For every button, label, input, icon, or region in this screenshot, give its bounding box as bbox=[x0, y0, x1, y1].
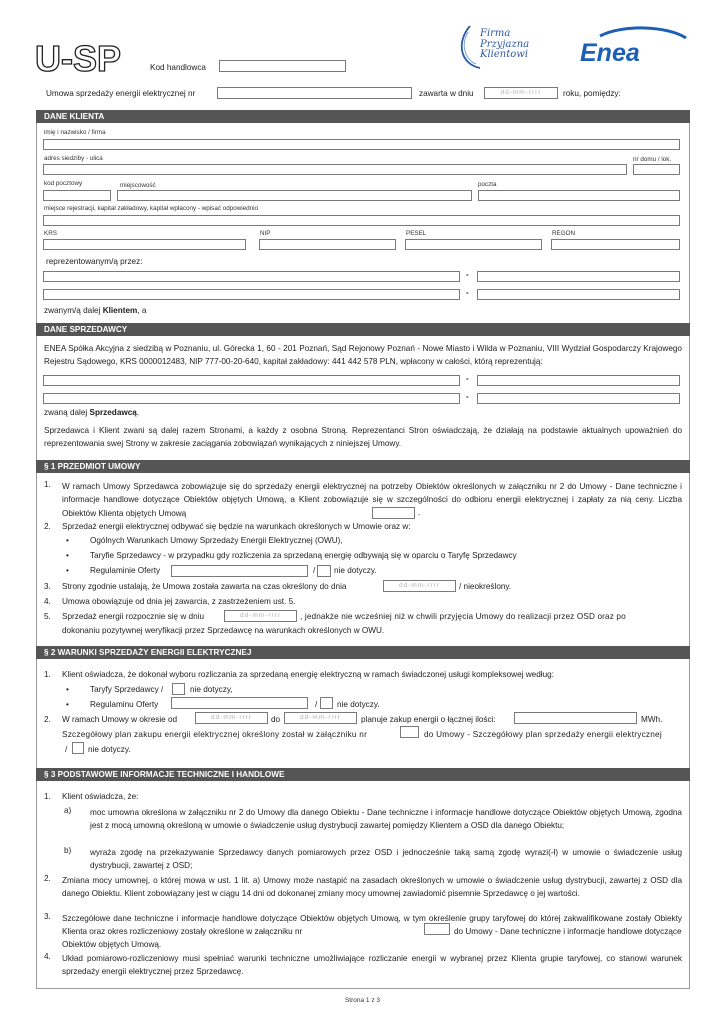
s3-p3-num: 3. bbox=[44, 912, 51, 921]
s1-p4-text: Umowa obowiązuje od dnia jej zawarcia, z zastrzeżeniem ust. 5. bbox=[62, 597, 296, 606]
s2-do-label: do bbox=[271, 715, 281, 724]
kod-handlowca-label: Kod handlowca bbox=[150, 63, 206, 72]
usp-logo bbox=[35, 38, 135, 78]
s2-szczeg1: Szczegółowy plan zakupu energii elektrycznej określony został w załączniku nr bbox=[62, 730, 368, 739]
zwanym-post: , a bbox=[137, 306, 147, 315]
s2-b2-slash: / bbox=[315, 700, 318, 709]
adres-label: adres siedziby - ulica bbox=[44, 155, 103, 162]
enea-arc-icon bbox=[600, 28, 686, 38]
s1-b2-bullet: • bbox=[66, 551, 69, 560]
poczta-label: poczta bbox=[478, 181, 497, 188]
s3-p3-text1: Szczegółowe dane techniczne i informacje handlowe dotyczące Obiektów objętych Umową, w tym określenie grupy taryfowej do której zakwalifikowane zostały Obiekty Klienta oraz okres rozliczeniowy zostały określone w załączniku nr bbox=[62, 914, 682, 937]
s2-p1-text: Klient oświadcza, że dokonał wyboru rozliczania za sprzedaną energię elektryczną w ramach świadczonej usługi kompleksowej według: bbox=[62, 670, 554, 679]
zawarta-label: zawarta w dniu bbox=[419, 89, 474, 98]
zwanym-pre: zwanym/ą dalej bbox=[44, 306, 103, 315]
umowa-nr-input[interactable] bbox=[217, 87, 412, 99]
zwana-pre: zwaną dalej bbox=[44, 408, 90, 417]
krs-input[interactable] bbox=[43, 239, 246, 250]
s3-p1-num: 1. bbox=[44, 792, 51, 801]
roku-label: roku, pomiędzy: bbox=[563, 89, 621, 98]
section-dane-sprzedawcy: DANE SPRZEDAWCY bbox=[36, 323, 690, 336]
s2-b1-bullet: • bbox=[66, 685, 69, 694]
zwana-post: . bbox=[136, 408, 140, 417]
klient-rep1-role-input[interactable] bbox=[477, 271, 680, 282]
s2-p2-num: 2. bbox=[44, 715, 51, 724]
s1-b1-bullet: • bbox=[66, 536, 69, 545]
s1-p5-text2: , jednakże nie wcześniej niż w chwili przyjęcia Umowy do realizacji przez OSD oraz po bbox=[300, 612, 626, 621]
s3-b-text: wyraża zgodę na przekazywanie Sprzedawcy danych pomiarowych przez OSD i jednocześnie taką samą zgodę wyrazi(-ł) w umowie o świadczenie usług dystrybucji, zawartej z OSD; bbox=[90, 848, 682, 871]
s2-szczeg4: nie dotyczy. bbox=[88, 745, 131, 754]
s2-b2-bullet: • bbox=[66, 700, 69, 709]
s1-p5-text3: dokonaniu pozytywnej weryfikacji przez Sprzedawcę na warunkach określonych w OWU. bbox=[62, 626, 385, 635]
s3-a-label: a) bbox=[64, 806, 72, 815]
s2-okres-od-input[interactable]: dd-mm-rrrr bbox=[195, 712, 268, 724]
s1-nie-dotyczy-checkbox[interactable] bbox=[317, 565, 331, 577]
krs-label: KRS bbox=[44, 230, 57, 237]
s1-p5-num: 5. bbox=[44, 612, 51, 621]
section-s3: § 3 PODSTAWOWE INFORMACJE TECHNICZNE I HANDLOWE bbox=[36, 768, 690, 781]
s1-nie-dotyczy-text: nie dotyczy. bbox=[334, 566, 377, 575]
s1-p1-end: . bbox=[418, 508, 421, 517]
pesel-label: PESEL bbox=[406, 230, 427, 237]
klient-rep2-name-input[interactable] bbox=[43, 289, 460, 300]
s2-ilosc-input[interactable] bbox=[514, 712, 637, 724]
reprezentowanym-label: reprezentowanym/ą przez: bbox=[46, 257, 143, 266]
imie-input[interactable] bbox=[43, 139, 680, 150]
sprzedawca-rep1-name-input[interactable] bbox=[43, 375, 460, 386]
firma-line1: Firma bbox=[480, 28, 511, 39]
s1-b1-text: Ogólnych Warunkach Umowy Sprzedaży Energii Elektrycznej (OWU), bbox=[90, 536, 343, 545]
s1-p1-num: 1. bbox=[44, 480, 51, 489]
s2-taryfa-checkbox[interactable] bbox=[172, 683, 185, 695]
kod-pocztowy-input[interactable] bbox=[43, 190, 111, 201]
umowa-nr-label: Umowa sprzedaży energii elektrycznej nr bbox=[46, 89, 196, 98]
s2-okres-do-input[interactable]: dd-mm-rrrr bbox=[284, 712, 357, 724]
s2-nie-dotyczy2: nie dotyczy. bbox=[337, 700, 380, 709]
liczba-obiektow-input[interactable] bbox=[372, 507, 415, 519]
s1-rozpoczecie-date-input[interactable]: dd-mm-rrrr bbox=[224, 610, 297, 622]
kod-handlowca-input[interactable] bbox=[219, 60, 346, 72]
s3-a-text: moc umowna określona w załączniku nr 2 do Umowy dla danego Obiektu - Dane techniczne i informacje handlowe dotyczące Obiektów objętych Umową, zgodna jest z mocą umowną określoną w umowie o świadczenie usług dystrybucji zawartej pomiędzy Klientem a OSD dla danego Obiektu; bbox=[90, 808, 682, 831]
adres-input[interactable] bbox=[43, 164, 627, 175]
s2-nie-dotyczy1: nie dotyczy, bbox=[190, 685, 233, 694]
s3-p2-text: Zmiana mocy umownej, o której mowa w ust. 1 lit. a) Umowy może nastąpić na zasadach określonych w umowie o świadczenie usług dystrybucji, zawartej z OSD dla danego Obiektu. Klient zobowiązany jest w ciągu 14 dni od dokonanej zmiany mocy umownej zawiadomić pisemnie Sprzedawcę o jej wartości. bbox=[62, 876, 682, 899]
s2-b1-text: Taryfy Sprzedawcy / bbox=[90, 685, 164, 694]
klient-rep2-dash: - bbox=[466, 288, 469, 297]
s1-b2-text: Taryfie Sprzedawcy - w przypadku gdy rozliczenia za sprzedaną energię odbywają się w oparciu o Taryfę Sprzedawcy bbox=[90, 551, 517, 560]
strony-text: Sprzedawca i Klient zwani są dalej razem Stronami, a każdy z osobna Stroną. Reprezentanci Stron oświadczają, że działają na podstawie aktualnych upoważnień do reprezentowania swej Strony w zakresie zaciągania zobowiązań wynikających z niniejszej Umowy. bbox=[44, 426, 682, 448]
enea-logo bbox=[578, 26, 693, 66]
s1-okres-date-input[interactable]: dd-mm-rrrr bbox=[383, 580, 456, 592]
s1-p3-text: Strony zgodnie ustalają, że Umowa została zawarta na czas określony do dnia bbox=[62, 582, 347, 591]
enea-brand-text: Enea bbox=[580, 39, 640, 66]
s2-p1-num: 1. bbox=[44, 670, 51, 679]
section-s2: § 2 WARUNKI SPRZEDAŻY ENERGII ELEKTRYCZNEJ bbox=[36, 646, 690, 659]
nip-input[interactable] bbox=[259, 239, 396, 250]
s2-b2-text: Regulaminu Oferty bbox=[90, 700, 159, 709]
s2-szczeg3: / bbox=[65, 745, 68, 754]
usp-logo-text: U-SP bbox=[35, 38, 122, 78]
s2-p2-text: W ramach Umowy w okresie od bbox=[62, 715, 178, 724]
zwanym-bold: Klientem bbox=[102, 306, 138, 315]
s2-plan-nie-dotyczy-checkbox[interactable] bbox=[72, 742, 84, 754]
sprzedawca-text: ENEA Spółka Akcyjna z siedzibą w Poznaniu, ul. Górecka 1, 60 - 201 Poznań, Sąd Rejonowy Poznań - Nowe Miasto i Wilda w Poznaniu, VIII Wydział Gospodarczy Krajowego Rejestru Sądowego, KRS 0000012483, NIP 777-00-20-640, kapitał zakładowy: 441 442 578 PLN, wpłacony w całości, którą reprezentują: bbox=[44, 344, 682, 366]
kod-pocztowy-label: kod pocztowy bbox=[44, 180, 83, 187]
section-s1: § 1 PRZEDMIOT UMOWY bbox=[36, 460, 690, 473]
miejscowosc-label: miejscowość bbox=[120, 182, 156, 189]
s1-regulamin-input[interactable] bbox=[171, 565, 308, 577]
poczta-input[interactable] bbox=[478, 190, 680, 201]
s3-p4-text: Układ pomiarowo-rozliczeniowy musi spełniać warunki techniczne umożliwiające rozliczanie energii w wybranej przez Klienta grupie taryfowej, co stanowi warunek sprzedaży energii elektrycznej przez Sprzedawcę. bbox=[62, 954, 682, 977]
sprzedawca-rep2-role-input[interactable] bbox=[477, 393, 680, 404]
s2-regulamin-input[interactable] bbox=[171, 697, 308, 709]
pesel-input[interactable] bbox=[405, 239, 542, 250]
klient-rep1-dash: - bbox=[466, 270, 469, 279]
zwanym-klientem bbox=[44, 306, 146, 316]
nip-label: NIP bbox=[260, 230, 271, 237]
s1-p2-num: 2. bbox=[44, 522, 51, 531]
zwana-sprzedawca bbox=[44, 408, 139, 418]
s3-p4-num: 4. bbox=[44, 952, 51, 961]
s1-p3-num: 3. bbox=[44, 582, 51, 591]
firma-line2: Przyjazna bbox=[480, 38, 530, 50]
sprzedawca-rep2-name-input[interactable] bbox=[43, 393, 460, 404]
regon-input[interactable] bbox=[551, 239, 680, 250]
zwana-bold: Sprzedawcą bbox=[89, 408, 137, 417]
s3-b-label: b) bbox=[64, 846, 72, 855]
regon-label: REGON bbox=[552, 230, 576, 237]
s1-p4-num: 4. bbox=[44, 597, 51, 606]
nr-domu-label: nr domu / lok. bbox=[633, 156, 672, 163]
section-dane-klienta: DANE KLIENTA bbox=[36, 110, 690, 123]
imie-label: imię i nazwisko / firma bbox=[44, 129, 106, 136]
s1-p3-end: / nieokreślony. bbox=[459, 582, 512, 591]
s2-nie-dotyczy-checkbox[interactable] bbox=[320, 697, 333, 709]
s1-p2-text: Sprzedaż energii elektrycznej odbywać się będzie na warunkach określonych w Umowie oraz w: bbox=[62, 522, 411, 531]
firma-line3: Klientowi bbox=[480, 49, 529, 60]
sprzedawca-rep2-dash: - bbox=[466, 392, 469, 401]
s3-p3-text2 bbox=[62, 925, 682, 952]
s1-b3-text: Regulaminie Oferty bbox=[90, 566, 161, 575]
s1-p1-content: W ramach Umowy Sprzedawca zobowiązuje się do sprzedaży energii elektrycznej na potrzeby Obiektów określonych w załączniku nr 2 do Umowy - Dane techniczne i informacje handlowe dotyczące Obiektów objętych Umową, a Klient zobowiązuje się w szczególności do odbioru energii elektrycznej i zapłaty za nią ceny. Liczba Obiektów Klienta objętych Umową bbox=[62, 482, 682, 518]
zawarta-date-input[interactable]: dd-mm-rrrr bbox=[484, 87, 558, 99]
miejsce-rejestracji-label: miejsce rejestracji, kapitał zakładowy, kapitał wpłacony - wpisać odpowiednio bbox=[44, 205, 259, 212]
s1-b3-bullet: • bbox=[66, 566, 69, 575]
s3-p1-text: Klient oświadcza, że: bbox=[62, 792, 139, 801]
nr-domu-input[interactable] bbox=[633, 164, 680, 175]
miejsce-rejestracji-input[interactable] bbox=[43, 215, 680, 226]
sprzedawca-rep1-dash: - bbox=[466, 374, 469, 383]
page-number: Strona 1 z 3 bbox=[344, 997, 381, 1004]
s2-zalacznik-input[interactable] bbox=[400, 726, 419, 738]
s1-p5-text1: Sprzedaż energii rozpocznie się w dniu bbox=[62, 612, 204, 621]
s3-p3-tail: do Umowy - Dane techniczne i informacje handlowe dotyczące Obiektów objętych Umową. bbox=[62, 927, 682, 950]
miejscowosc-input[interactable] bbox=[117, 190, 472, 201]
klient-rep1-name-input[interactable] bbox=[43, 271, 460, 282]
s2-planuje-label: planuje zakup energii o łącznej ilości: bbox=[361, 715, 496, 724]
s2-mwh-label: MWh. bbox=[641, 715, 663, 724]
s3-p2-num: 2. bbox=[44, 874, 51, 883]
s2-szczeg2: do Umowy - Szczegółowy plan sprzedaży energii elektrycznej bbox=[424, 730, 662, 739]
firma-przyjazna-logo bbox=[454, 24, 554, 74]
sprzedawca-rep1-role-input[interactable] bbox=[477, 375, 680, 386]
klient-rep2-role-input[interactable] bbox=[477, 289, 680, 300]
s1-b3-slash: / bbox=[313, 566, 316, 575]
